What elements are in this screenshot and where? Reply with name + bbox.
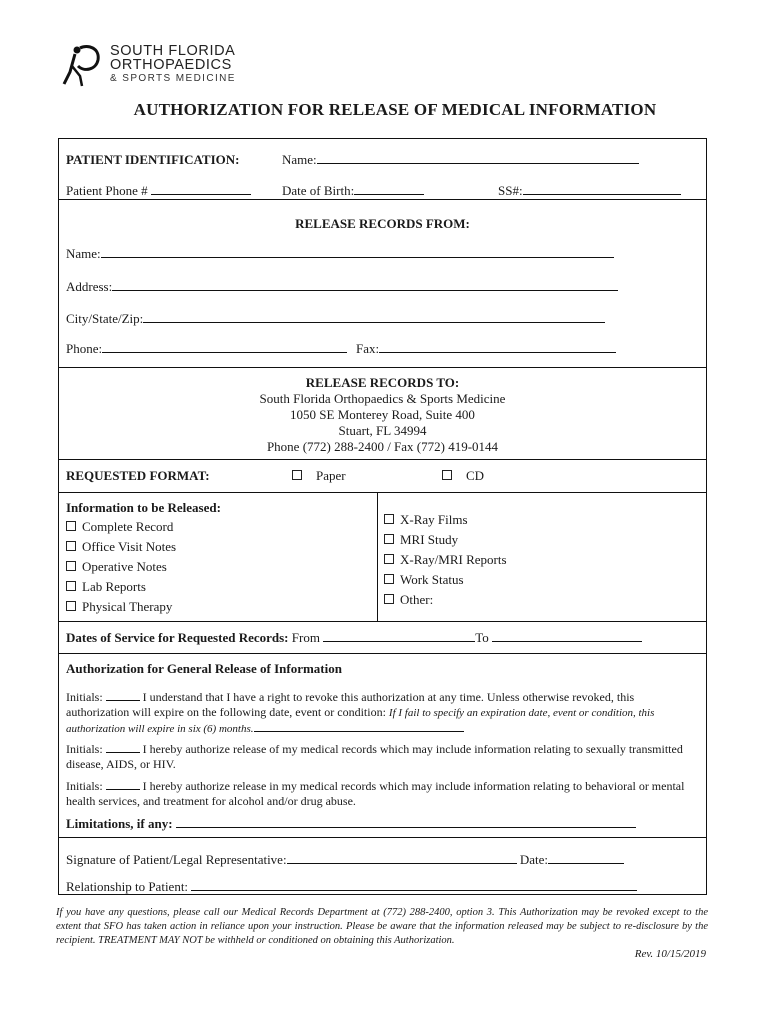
info-option-label: Lab Reports <box>82 579 146 594</box>
checkbox-icon[interactable] <box>384 594 394 604</box>
info-option-mri-study[interactable] <box>384 532 458 548</box>
divider <box>59 367 706 368</box>
info-option-office-visit-notes[interactable] <box>66 539 176 555</box>
info-option-other[interactable] <box>384 592 433 608</box>
info-option-label: Physical Therapy <box>82 599 173 614</box>
divider <box>59 492 706 493</box>
format-cd-label: CD <box>466 468 485 483</box>
limitations-field[interactable] <box>176 816 636 828</box>
checkbox-icon[interactable] <box>66 561 76 571</box>
dates-of-service-row <box>66 630 642 646</box>
checkbox-icon[interactable] <box>66 521 76 531</box>
signature-date-label: Date: <box>519 852 548 867</box>
dates-to-label: To <box>475 630 489 645</box>
info-option-label: Other: <box>400 592 434 607</box>
ss-label: SS#: <box>498 183 523 198</box>
info-option-xray-mri-reports[interactable] <box>384 552 507 568</box>
from-fax-label: Fax: <box>356 341 380 356</box>
footer-note: If you have any questions, please call our Medical Records Department at (772) 288-2400, option 3. This Authorization may be revoked except to the extent that SFO has taken action in reliance upon your instruction. Please be aware that the information released may be subject to re-disclosure by the recipient. TREATMENT MAY NOT be withheld or conditioned on obtaining this Authorization. <box>56 907 708 946</box>
limitations-row <box>66 816 636 832</box>
auth-italic-text: If I fail to specify an expiration date, event or condition, this authorization will expire in six (6) months. <box>66 707 655 735</box>
patient-name-field[interactable] <box>282 152 639 168</box>
auth-paragraph-1 <box>66 690 696 737</box>
info-option-xray-films[interactable] <box>384 512 468 528</box>
relationship-field[interactable] <box>191 879 637 891</box>
expiration-field[interactable] <box>254 721 464 732</box>
divider <box>377 492 378 621</box>
info-option-label: X-Ray/MRI Reports <box>400 552 507 567</box>
checkbox-icon[interactable] <box>442 470 452 480</box>
release-to-line-4: Phone (772) 288-2400 / Fax (772) 419-0144 <box>266 439 499 454</box>
signature-date-field[interactable] <box>548 852 624 864</box>
info-option-label: MRI Study <box>400 532 459 547</box>
release-from-heading: RELEASE RECORDS FROM: <box>295 216 470 231</box>
logo-line-1: SOUTH FLORIDA <box>110 43 236 59</box>
initials-field[interactable] <box>106 690 140 701</box>
release-to-line-3: Stuart, FL 34994 <box>338 423 427 438</box>
from-city-label: City/State/Zip: <box>66 311 144 326</box>
format-label: REQUESTED FORMAT: <box>66 468 210 483</box>
initials-label: Initials: <box>66 742 103 756</box>
auth-heading: Authorization for General Release of Information <box>66 661 342 676</box>
info-option-label: Work Status <box>400 572 464 587</box>
divider <box>59 653 706 654</box>
ss-field[interactable] <box>498 183 681 199</box>
format-paper-label: Paper <box>316 468 346 483</box>
patient-phone-label: Patient Phone # <box>66 183 148 198</box>
auth-paragraph-2 <box>66 742 696 772</box>
initials-field[interactable] <box>106 742 140 753</box>
from-name-label: Name: <box>66 246 101 261</box>
from-fax-field[interactable] <box>356 341 616 357</box>
signature-label: Signature of Patient/Legal Representative: <box>66 852 287 867</box>
page-title: AUTHORIZATION FOR RELEASE OF MEDICAL INFORMATION <box>133 100 657 119</box>
patient-phone-field[interactable] <box>66 183 251 199</box>
checkbox-icon[interactable] <box>384 514 394 524</box>
release-to-heading: RELEASE RECORDS TO: <box>305 375 460 390</box>
divider <box>59 459 706 460</box>
info-option-lab-reports[interactable] <box>66 579 146 595</box>
info-option-label: Office Visit Notes <box>82 539 177 554</box>
checkbox-icon[interactable] <box>384 554 394 564</box>
checkbox-icon[interactable] <box>292 470 302 480</box>
info-option-complete-record[interactable] <box>66 519 173 535</box>
auth-paragraph-3 <box>66 779 696 809</box>
dob-label: Date of Birth: <box>282 183 355 198</box>
divider <box>59 199 706 200</box>
dob-field[interactable] <box>282 183 424 199</box>
signature-field[interactable] <box>287 852 517 864</box>
info-option-label: Operative Notes <box>82 559 167 574</box>
auth-text: I understand that I have a right to revoke this authorization at any time. Unless otherwise revoked, this authorization will expire on the following date, event or condition: <box>66 690 635 719</box>
from-name-field[interactable] <box>66 246 614 262</box>
from-phone-field[interactable] <box>66 341 347 357</box>
logo-icon <box>60 42 106 88</box>
release-to-line-2: 1050 SE Monterey Road, Suite 400 <box>290 407 475 422</box>
info-option-operative-notes[interactable] <box>66 559 167 575</box>
dates-to-field[interactable] <box>492 630 642 642</box>
checkbox-icon[interactable] <box>66 581 76 591</box>
info-option-label: Complete Record <box>82 519 174 534</box>
initials-field[interactable] <box>106 779 140 790</box>
relationship-row <box>66 879 637 895</box>
revision-date: Rev. 10/15/2019 <box>634 948 706 960</box>
info-heading: Information to be Released: <box>66 500 221 515</box>
from-phone-label: Phone: <box>66 341 103 356</box>
initials-label: Initials: <box>66 690 103 704</box>
patient-id-heading: PATIENT IDENTIFICATION: <box>66 152 240 167</box>
initials-label: Initials: <box>66 779 103 793</box>
checkbox-icon[interactable] <box>384 534 394 544</box>
format-cd-option[interactable] <box>442 468 484 484</box>
divider <box>59 837 706 838</box>
release-to-line-1: South Florida Orthopaedics & Sports Medicine <box>259 391 506 406</box>
limitations-label: Limitations, if any: <box>66 816 173 831</box>
auth-text: I hereby authorize release of my medical records which may include information relating to sexually transmitted disease, AIDS, or HIV. <box>66 742 683 771</box>
signature-row <box>66 852 624 868</box>
from-city-field[interactable] <box>66 311 605 327</box>
logo-line-2: ORTHOPAEDICS <box>110 57 232 73</box>
format-paper-option[interactable] <box>292 468 346 484</box>
dates-label: Dates of Service for Requested Records: <box>66 630 289 645</box>
checkbox-icon[interactable] <box>66 541 76 551</box>
logo <box>110 44 236 86</box>
info-option-label: X-Ray Films <box>400 512 468 527</box>
from-address-label: Address: <box>66 279 113 294</box>
divider <box>59 621 706 622</box>
checkbox-icon[interactable] <box>66 601 76 611</box>
info-option-physical-therapy[interactable] <box>66 599 172 615</box>
auth-text: I hereby authorize release in my medical records which may include information relating to behavioral or mental health services, and treatment for alcohol and/or drug abuse. <box>66 779 685 808</box>
checkbox-icon[interactable] <box>384 574 394 584</box>
from-address-field[interactable] <box>66 279 618 295</box>
dates-from-label: From <box>291 630 320 645</box>
logo-line-3: & SPORTS MEDICINE <box>110 73 236 84</box>
patient-name-label: Name: <box>282 152 317 167</box>
relationship-label: Relationship to Patient: <box>66 879 189 894</box>
dates-from-field[interactable] <box>323 630 475 642</box>
info-option-work-status[interactable] <box>384 572 464 588</box>
